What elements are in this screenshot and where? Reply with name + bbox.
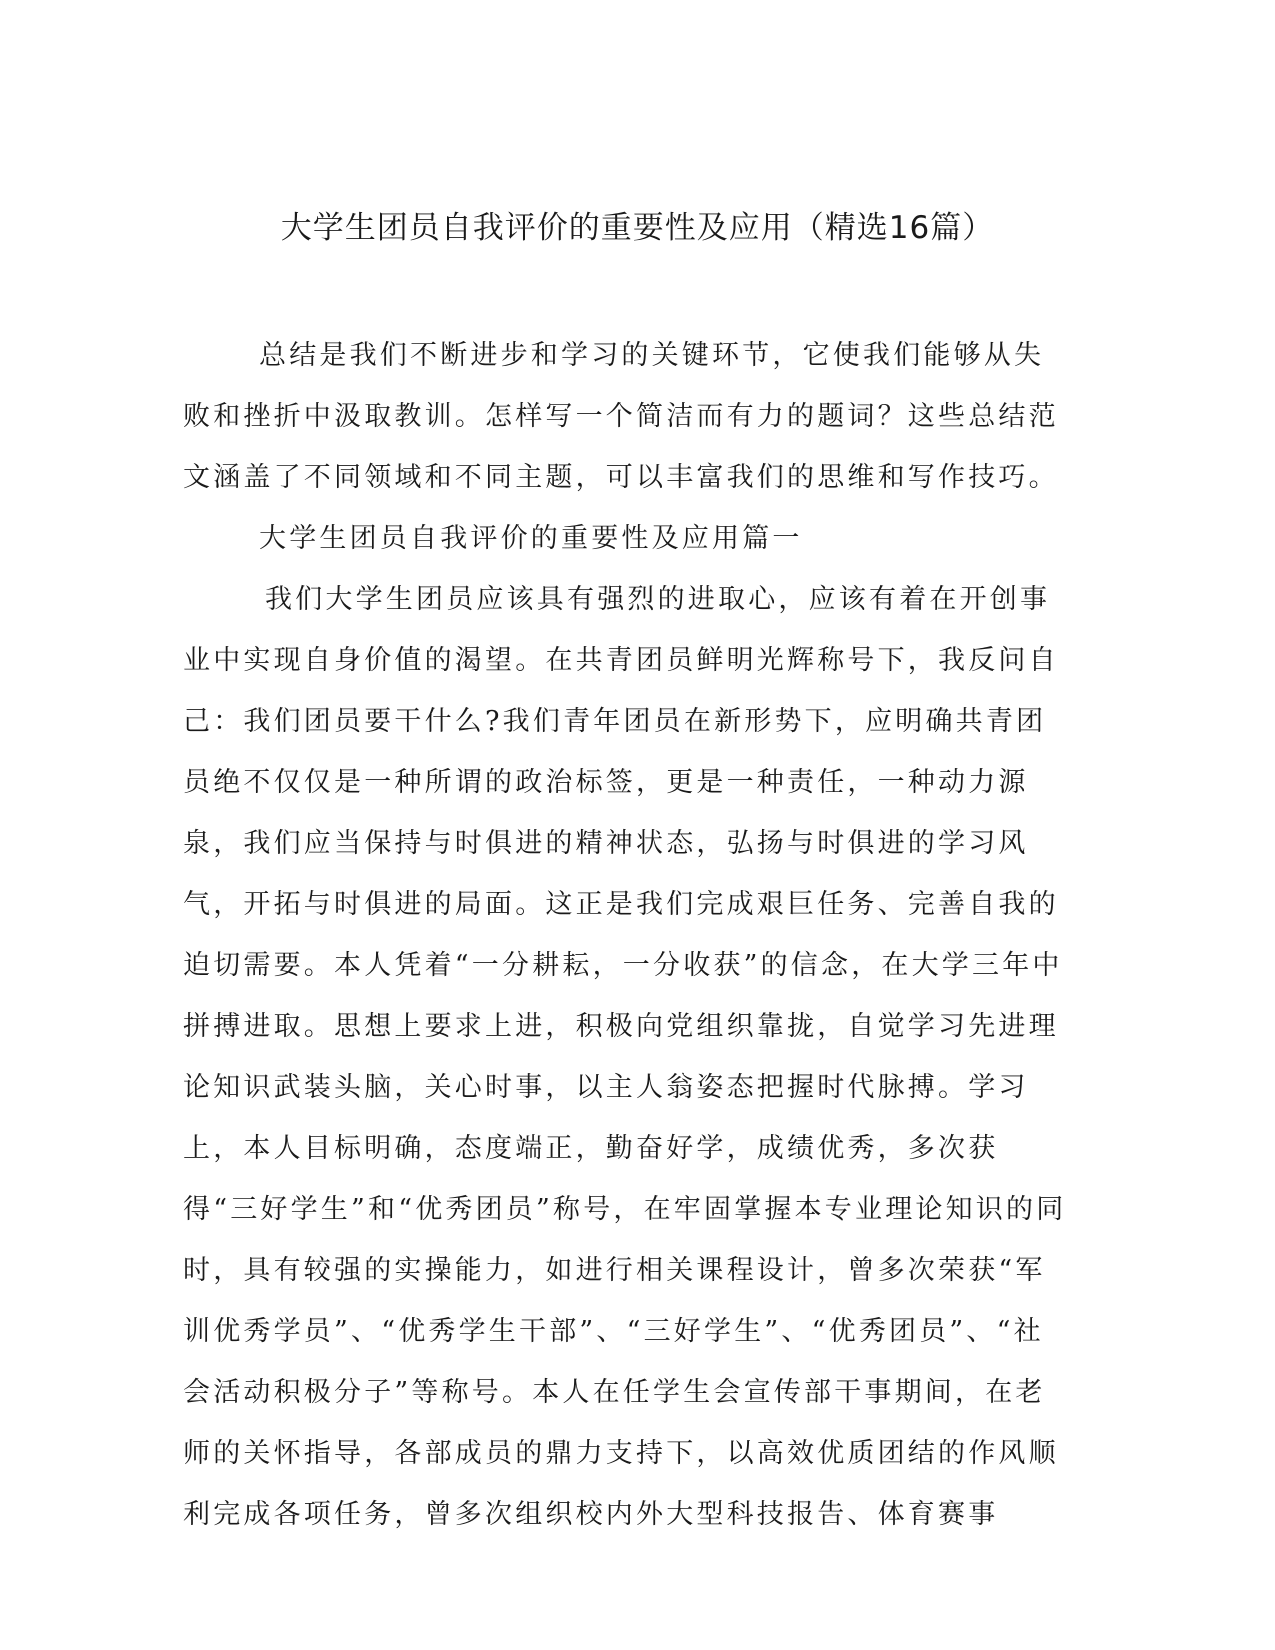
document-body [183,325,1073,1545]
document-title: 大学生团员自我评价的重要性及应用（精选16篇） [280,210,995,246]
body-paragraph: 我们大学生团员应该具有强烈的进取心，应该有着在开创事业中实现自身价值的渴望。在共青团员鲜明光辉称号下，我反问自己：我们团员要干什么?我们青年团员在新形势下，应明确共青团员绝不仅仅是一种所谓的政治标签，更是一种责任，一种动力源泉，我们应当保持与时俱进的精神状态，弘扬与时俱进的学习风气，开拓与时俱进的局面。这正是我们完成艰巨任务、完善自我的迫切需要。本人凭着“一分耕耘，一分收获”的信念，在大学三年中拼搏进取。思想上要求上进，积极向党组织靠拢，自觉学习先进理论知识武装头脑，关心时事，以主人翁姿态把握时代脉搏。学习上，本人目标明确，态度端正，勤奋好学，成绩优秀，多次获得“三好学生”和“优秀团员”称号，在牢固掌握本专业理论知识的同时，具有较强的实操能力，如进行相关课程设计，曾多次荣获“军训优秀学员”、“优秀学生干部”、“三好学生”、“优秀团员”、“社会活动积极分子”等称号。本人在任学生会宣传部干事期间，在老师的关怀指导，各部成员的鼎力支持下，以高效优质团结的作风顺利完成各项任务，曾多次组织校内外大型科技报告、体育赛事 [183,584,1067,1530]
section-heading: 大学生团员自我评价的重要性及应用篇一 [259,523,803,554]
intro-paragraph: 总结是我们不断进步和学习的关键环节，它使我们能够从失败和挫折中汲取教训。怎样写一个简洁而有力的题词？这些总结范文涵盖了不同领域和不同主题，可以丰富我们的思维和写作技巧。 [183,340,1059,493]
